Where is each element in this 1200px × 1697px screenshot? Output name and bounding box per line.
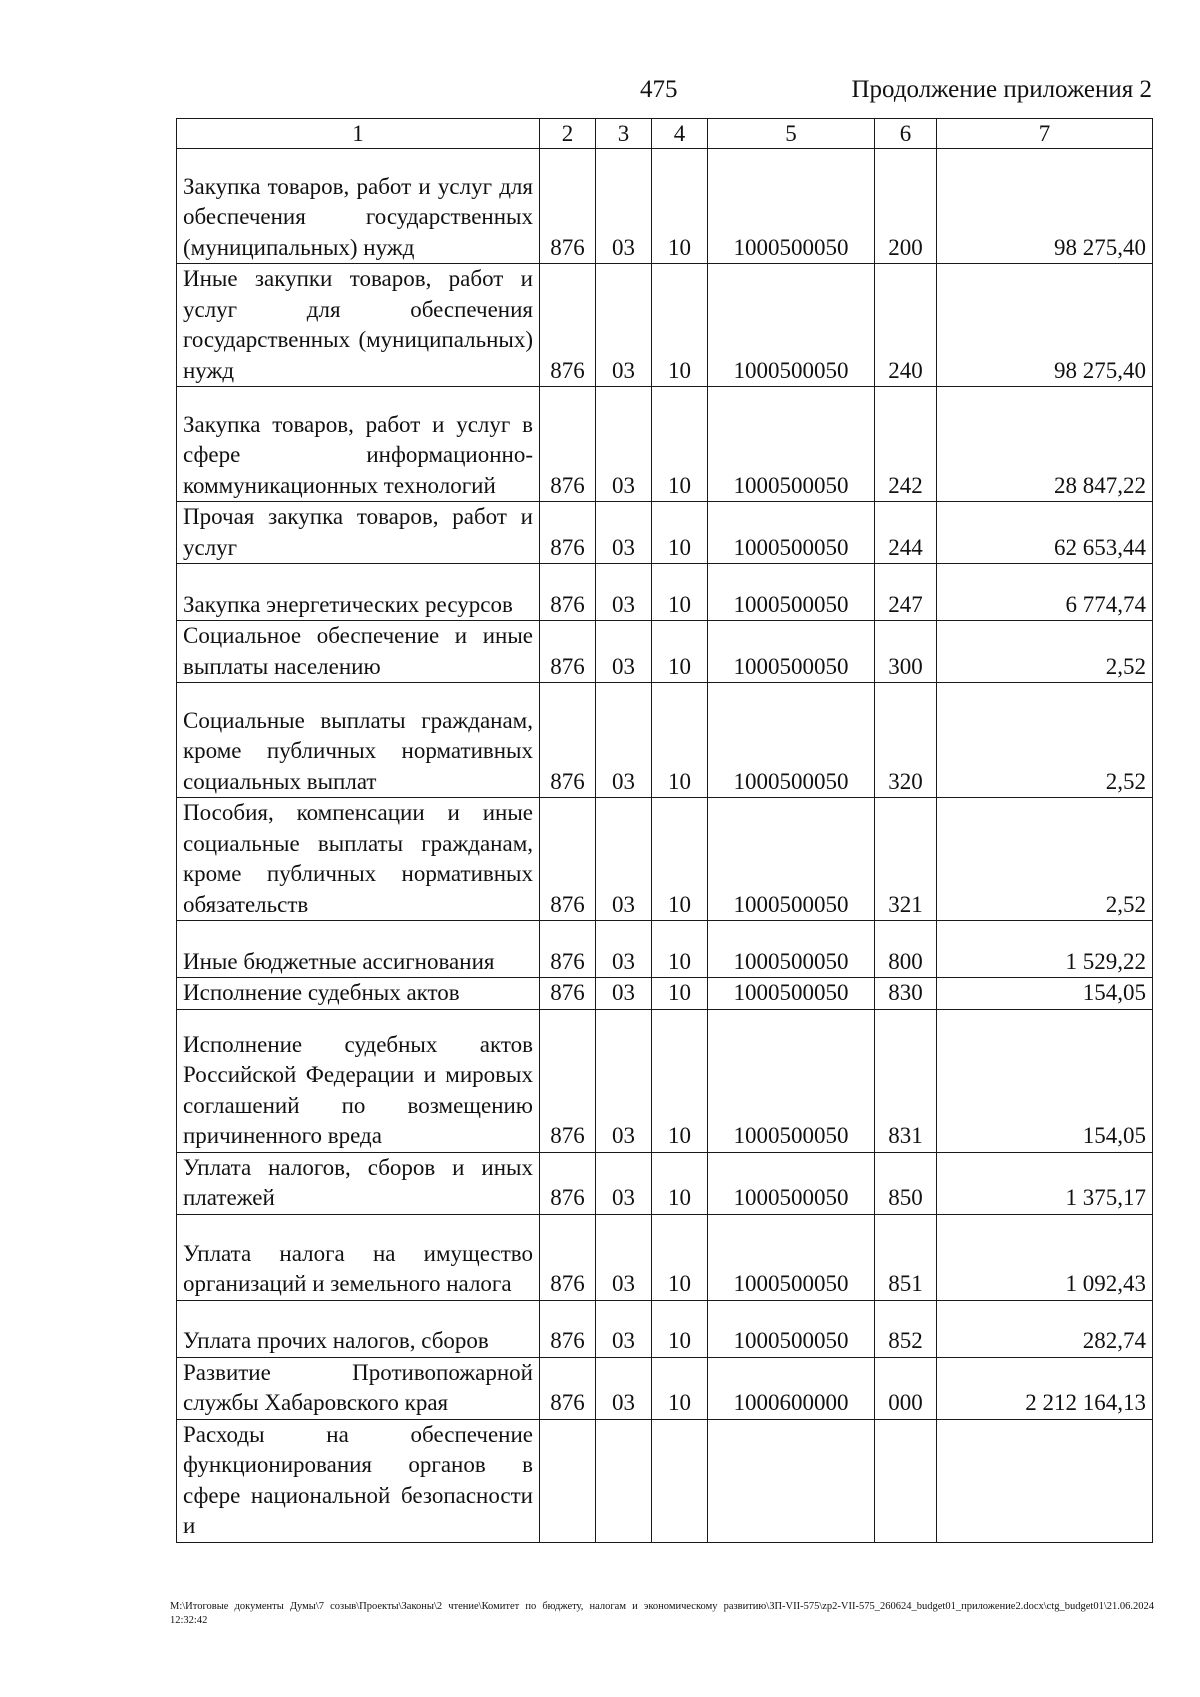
- cell-expense-type: 321: [875, 798, 937, 921]
- column-header-5: 5: [708, 119, 875, 149]
- cell-ministry-code: [540, 1419, 596, 1542]
- cell-amount: 1 092,43: [937, 1214, 1153, 1300]
- cell-amount: 98 275,40: [937, 149, 1153, 264]
- cell-amount: 1 375,17: [937, 1152, 1153, 1214]
- cell-ministry-code: 876: [540, 1357, 596, 1419]
- cell-target-article: 1000500050: [708, 502, 875, 564]
- cell-ministry-code: 876: [540, 149, 596, 264]
- cell-ministry-code: 876: [540, 264, 596, 387]
- cell-section: 03: [596, 564, 652, 621]
- cell-amount: 28 847,22: [937, 387, 1153, 502]
- cell-ministry-code: 876: [540, 1214, 596, 1300]
- cell-target-article: 1000500050: [708, 1009, 875, 1152]
- cell-amount: 62 653,44: [937, 502, 1153, 564]
- cell-section: 03: [596, 798, 652, 921]
- cell-subsection: 10: [652, 978, 708, 1010]
- table-row: [177, 564, 1153, 621]
- cell-amount: 282,74: [937, 1300, 1153, 1357]
- table-row: [177, 921, 1153, 978]
- cell-expense-type: 852: [875, 1300, 937, 1357]
- cell-subsection: 10: [652, 387, 708, 502]
- column-header-1: 1: [177, 119, 540, 149]
- cell-name: Иные бюджетные ассигнования: [177, 921, 540, 978]
- cell-target-article: 1000500050: [708, 387, 875, 502]
- cell-name: Закупка товаров, работ и услуг в сфере информационно-коммуникационных технологий: [177, 387, 540, 502]
- cell-expense-type: [875, 1419, 937, 1542]
- column-header-2: 2: [540, 119, 596, 149]
- cell-name: Прочая закупка товаров, работ и услуг: [177, 502, 540, 564]
- cell-section: 03: [596, 502, 652, 564]
- cell-section: 03: [596, 921, 652, 978]
- cell-ministry-code: 876: [540, 798, 596, 921]
- cell-amount: [937, 1419, 1153, 1542]
- cell-amount: 2,52: [937, 621, 1153, 683]
- cell-subsection: 10: [652, 1009, 708, 1152]
- cell-expense-type: 850: [875, 1152, 937, 1214]
- cell-section: 03: [596, 683, 652, 798]
- header-row: [177, 119, 1153, 149]
- table-row: [177, 1419, 1153, 1542]
- cell-subsection: 10: [652, 798, 708, 921]
- cell-section: 03: [596, 1300, 652, 1357]
- cell-subsection: 10: [652, 1357, 708, 1419]
- cell-name: Пособия, компенсации и иные социальные выплаты гражданам, кроме публичных нормативных обязательств: [177, 798, 540, 921]
- cell-subsection: 10: [652, 264, 708, 387]
- cell-subsection: 10: [652, 1214, 708, 1300]
- cell-expense-type: 200: [875, 149, 937, 264]
- cell-expense-type: 247: [875, 564, 937, 621]
- cell-ministry-code: 876: [540, 1009, 596, 1152]
- column-header-7: 7: [937, 119, 1153, 149]
- cell-ministry-code: 876: [540, 621, 596, 683]
- cell-target-article: 1000500050: [708, 683, 875, 798]
- cell-ministry-code: 876: [540, 978, 596, 1010]
- cell-amount: 2 212 164,13: [937, 1357, 1153, 1419]
- cell-name: Уплата налогов, сборов и иных платежей: [177, 1152, 540, 1214]
- cell-ministry-code: 876: [540, 564, 596, 621]
- cell-target-article: 1000500050: [708, 798, 875, 921]
- cell-subsection: 10: [652, 1152, 708, 1214]
- cell-expense-type: 800: [875, 921, 937, 978]
- table-row: [177, 1152, 1153, 1214]
- cell-section: 03: [596, 1009, 652, 1152]
- cell-amount: 98 275,40: [937, 264, 1153, 387]
- cell-expense-type: 320: [875, 683, 937, 798]
- table-row: [177, 1009, 1153, 1152]
- continuation-label: Продолжение приложения 2: [851, 76, 1152, 103]
- cell-ministry-code: 876: [540, 1300, 596, 1357]
- cell-target-article: 1000500050: [708, 1214, 875, 1300]
- cell-section: 03: [596, 621, 652, 683]
- cell-name: Закупка энергетических ресурсов: [177, 564, 540, 621]
- column-header-4: 4: [652, 119, 708, 149]
- cell-expense-type: 240: [875, 264, 937, 387]
- cell-expense-type: 830: [875, 978, 937, 1010]
- cell-subsection: 10: [652, 1300, 708, 1357]
- table-row: [177, 683, 1153, 798]
- cell-name: Закупка товаров, работ и услуг для обеспечения государственных (муниципальных) нужд: [177, 149, 540, 264]
- table-row: [177, 978, 1153, 1010]
- table-row: [177, 798, 1153, 921]
- cell-name: Расходы на обеспечение функционирования органов в сфере национальной безопасности и: [177, 1419, 540, 1542]
- cell-subsection: 10: [652, 921, 708, 978]
- cell-target-article: [708, 1419, 875, 1542]
- cell-amount: 154,05: [937, 978, 1153, 1010]
- cell-subsection: 10: [652, 149, 708, 264]
- table-header: [177, 119, 1153, 149]
- cell-name: Исполнение судебных актов: [177, 978, 540, 1010]
- cell-ministry-code: 876: [540, 502, 596, 564]
- table-row: [177, 149, 1153, 264]
- cell-section: 03: [596, 387, 652, 502]
- cell-ministry-code: 876: [540, 921, 596, 978]
- column-header-3: 3: [596, 119, 652, 149]
- cell-target-article: 1000500050: [708, 978, 875, 1010]
- table-row: [177, 1357, 1153, 1419]
- table-row: [177, 387, 1153, 502]
- cell-amount: 2,52: [937, 683, 1153, 798]
- cell-name: Уплата прочих налогов, сборов: [177, 1300, 540, 1357]
- cell-target-article: 1000500050: [708, 564, 875, 621]
- page-number: 475: [640, 76, 678, 103]
- cell-section: 03: [596, 1214, 652, 1300]
- cell-section: 03: [596, 149, 652, 264]
- cell-section: 03: [596, 1357, 652, 1419]
- table-row: [177, 1214, 1153, 1300]
- cell-amount: 1 529,22: [937, 921, 1153, 978]
- cell-name: Уплата налога на имущество организаций и земельного налога: [177, 1214, 540, 1300]
- cell-target-article: 1000500050: [708, 1300, 875, 1357]
- cell-subsection: 10: [652, 621, 708, 683]
- cell-expense-type: 300: [875, 621, 937, 683]
- cell-name: Исполнение судебных актов Российской Федерации и мировых соглашений по возмещению причиненного вреда: [177, 1009, 540, 1152]
- column-header-6: 6: [875, 119, 937, 149]
- cell-ministry-code: 876: [540, 387, 596, 502]
- cell-ministry-code: 876: [540, 1152, 596, 1214]
- file-path-footer: M:\Итоговые документы Думы\7 созыв\Проекты\Законы\2 чтение\Комитет по бюджету, налогам и экономическому развитию\ЗП-VII-575\zp2-VII-575_260624_budget01_приложение2.docx\ctg_budget01\21.06.2024 12:32:42: [170, 1601, 1154, 1626]
- cell-section: 03: [596, 264, 652, 387]
- cell-target-article: 1000500050: [708, 264, 875, 387]
- cell-name: Развитие Противопожарной службы Хабаровского края: [177, 1357, 540, 1419]
- table-row: [177, 502, 1153, 564]
- cell-expense-type: 242: [875, 387, 937, 502]
- cell-name: Иные закупки товаров, работ и услуг для обеспечения государственных (муниципальных) нужд: [177, 264, 540, 387]
- cell-section: 03: [596, 1152, 652, 1214]
- cell-target-article: 1000500050: [708, 621, 875, 683]
- cell-target-article: 1000500050: [708, 149, 875, 264]
- cell-subsection: 10: [652, 502, 708, 564]
- cell-section: [596, 1419, 652, 1542]
- table-row: [177, 1300, 1153, 1357]
- cell-amount: 154,05: [937, 1009, 1153, 1152]
- cell-expense-type: 851: [875, 1214, 937, 1300]
- table-body: [177, 149, 1153, 1543]
- cell-target-article: 1000500050: [708, 921, 875, 978]
- table-row: [177, 264, 1153, 387]
- cell-expense-type: 000: [875, 1357, 937, 1419]
- cell-section: 03: [596, 978, 652, 1010]
- cell-amount: 2,52: [937, 798, 1153, 921]
- budget-table: [176, 118, 1153, 1543]
- cell-target-article: 1000500050: [708, 1152, 875, 1214]
- cell-expense-type: 831: [875, 1009, 937, 1152]
- cell-name: Социальное обеспечение и иные выплаты населению: [177, 621, 540, 683]
- cell-ministry-code: 876: [540, 683, 596, 798]
- cell-subsection: 10: [652, 564, 708, 621]
- cell-subsection: [652, 1419, 708, 1542]
- cell-name: Социальные выплаты гражданам, кроме публичных нормативных социальных выплат: [177, 683, 540, 798]
- cell-expense-type: 244: [875, 502, 937, 564]
- cell-amount: 6 774,74: [937, 564, 1153, 621]
- cell-target-article: 1000600000: [708, 1357, 875, 1419]
- cell-subsection: 10: [652, 683, 708, 798]
- table-row: [177, 621, 1153, 683]
